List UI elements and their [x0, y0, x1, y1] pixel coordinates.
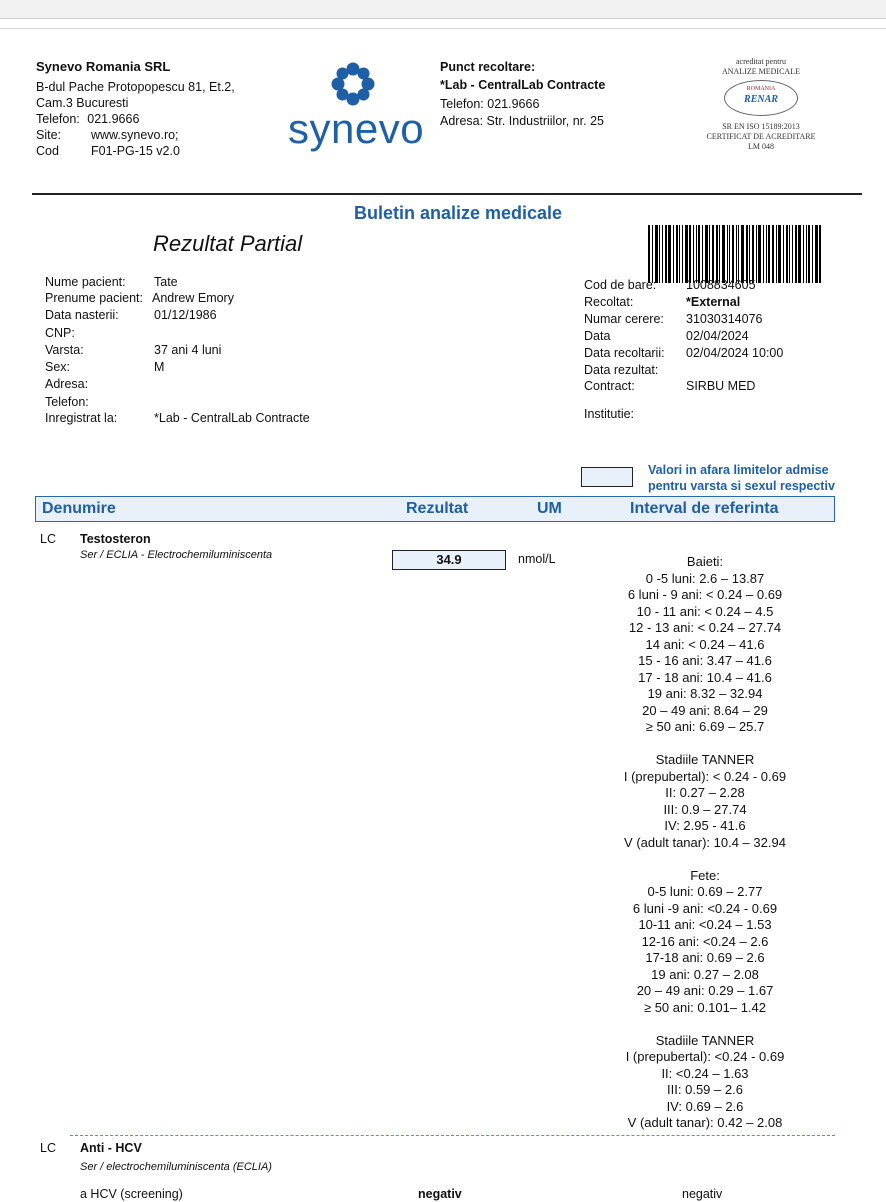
- request-field-value: *External: [686, 295, 741, 309]
- barcode-bar: [786, 225, 788, 283]
- reference-line: IV: 2.95 - 41.6: [664, 818, 746, 833]
- previous-page-edge: [0, 0, 886, 19]
- test-name: Testosteron: [80, 532, 151, 546]
- barcode-bar: [746, 225, 748, 283]
- reference-line: 15 - 16 ani: 3.47 – 41.6: [638, 653, 772, 668]
- barcode-bar: [712, 225, 714, 283]
- barcode-bar: [819, 225, 821, 283]
- barcode-bar: [763, 225, 764, 283]
- test-sub-name: a HCV (screening): [80, 1187, 183, 1201]
- legend-line2: pentru varsta si sexul respectiv: [648, 479, 835, 493]
- barcode-bar: [736, 225, 737, 283]
- reference-line: V (adult tanar): 10.4 – 32.94: [624, 834, 786, 850]
- collection-point-title: Punct recoltare:: [440, 60, 536, 74]
- test-method: Ser / electrochemiluminiscenta (ECLIA): [80, 1161, 272, 1173]
- row-separator: [70, 1135, 835, 1136]
- barcode-bar: [716, 225, 718, 283]
- barcode-bar: [659, 225, 660, 283]
- accreditation-number: LM 048: [748, 142, 774, 151]
- request-field-label: Numar cerere:: [584, 312, 664, 326]
- reference-line: ≥ 50 ani: 0.101– 1.42: [643, 999, 767, 1015]
- request-field-label: Contract:: [584, 379, 635, 393]
- barcode-bar: [673, 225, 674, 283]
- patient-field-label: CNP:: [45, 326, 75, 340]
- company-code-label: Cod: [36, 144, 59, 158]
- reference-line: 12 - 13 ani: < 0.24 – 27.74: [628, 620, 782, 635]
- patient-field-label: Adresa:: [45, 377, 89, 391]
- document-subtitle: Rezultat Partial: [153, 231, 303, 256]
- reference-line: 10-11 ani: <0.24 – 1.53: [638, 917, 772, 932]
- barcode-bar: [662, 225, 663, 283]
- synevo-wordmark: synevo: [288, 105, 425, 152]
- barcode-bar: [693, 225, 694, 283]
- barcode-bar: [732, 225, 734, 283]
- accreditation-standard: SR EN ISO 15189:2013: [722, 122, 800, 131]
- barcode-bar: [689, 225, 691, 283]
- barcode-bar: [776, 225, 777, 283]
- barcode-bar: [696, 225, 697, 283]
- reference-line: Stadiile TANNER: [655, 752, 755, 767]
- column-header-reference: Interval de referinta: [630, 500, 779, 517]
- accreditation-line1: acreditat pentru: [736, 57, 786, 66]
- barcode-bar: [738, 225, 739, 283]
- barcode-bar: [758, 225, 761, 283]
- patient-field-label: Telefon:: [45, 395, 89, 409]
- reference-line: 6 luni - 9 ani: < 0.24 – 0.69: [627, 587, 783, 602]
- barcode-bar: [768, 225, 770, 283]
- request-field-label: Data: [584, 329, 611, 343]
- legend-line1: Valori in afara limitelor admise: [648, 463, 829, 477]
- header-divider: [32, 193, 862, 195]
- company-phone: 021.9666: [87, 112, 140, 126]
- renar-seal-word: RENAR: [744, 94, 778, 105]
- reference-line: V (adult tanar): 0.42 – 2.08: [627, 1115, 783, 1130]
- renar-accreditation: [696, 57, 826, 169]
- barcode-bar: [727, 225, 728, 283]
- collection-point-phone: Telefon: 021.9666: [440, 97, 540, 111]
- barcode-bar: [783, 225, 784, 283]
- reference-line: 14 ani: < 0.24 – 41.6: [645, 636, 765, 652]
- test-prefix: LC: [40, 532, 56, 546]
- patient-field-label: Data nasterii:: [45, 308, 119, 322]
- request-field-label: Recoltat:: [584, 295, 634, 309]
- out-of-range-legend-swatch: [581, 467, 633, 487]
- test-unit: nmol/L: [518, 552, 556, 566]
- barcode-bar: [803, 225, 804, 283]
- barcode-bar: [778, 225, 781, 283]
- company-site-label: Site:: [36, 128, 62, 142]
- barcode-bar: [648, 225, 650, 283]
- test-prefix: LC: [40, 1141, 56, 1155]
- request-field-value: SIRBU MED: [686, 379, 756, 393]
- barcode-bar: [815, 225, 818, 283]
- reference-line: 17-18 ani: 0.69 – 2.6: [645, 950, 765, 965]
- reference-line: 6 luni -9 ani: <0.24 - 0.69: [632, 900, 778, 916]
- barcode-bar: [719, 225, 720, 283]
- reference-line: Fete:: [690, 867, 720, 883]
- synevo-logo: [288, 61, 424, 157]
- patient-field-value: *Lab - CentralLab Contracte: [154, 411, 310, 425]
- reference-line: 20 – 49 ani: 8.64 – 29: [642, 702, 768, 718]
- reference-line: 17 - 18 ani: 10.4 – 41.6: [638, 669, 772, 685]
- reference-line: Baieti:: [686, 554, 724, 569]
- company-phone-label: Telefon:: [36, 112, 80, 126]
- barcode-bar: [752, 225, 754, 283]
- reference-line: 0-5 luni: 0.69 – 2.77: [647, 884, 763, 899]
- accreditation-certificate: CERTIFICAT DE ACREDITARE: [706, 132, 816, 141]
- company-address-line1: B-dul Pache Protopopescu 81, Et.2,: [36, 80, 235, 94]
- barcode-bar: [722, 225, 725, 283]
- accreditation-line2: ANALIZE MEDICALE: [722, 67, 800, 76]
- test-result-value: negativ: [418, 1187, 462, 1201]
- request-field-label: Data rezultat:: [584, 363, 659, 377]
- barcode-bar: [652, 225, 653, 283]
- patient-field-value: 37 ani 4 luni: [154, 343, 222, 357]
- patient-field-value: 01/12/1986: [154, 308, 217, 322]
- reference-line: 20 – 49 ani: 0.29 – 1.67: [636, 983, 774, 998]
- barcode-bar: [795, 225, 797, 283]
- test-reference-value: negativ: [682, 1187, 723, 1201]
- barcode-bar: [806, 225, 807, 283]
- barcode-bar: [655, 225, 658, 283]
- barcode-bar: [741, 225, 744, 283]
- column-header-unit: UM: [537, 500, 562, 517]
- barcode-bar: [798, 225, 801, 283]
- patient-field-label: Sex:: [45, 360, 71, 374]
- barcode-bar: [702, 225, 703, 283]
- barcode-bar: [729, 225, 730, 283]
- barcode-bar: [772, 225, 774, 283]
- barcode-bar: [812, 225, 813, 283]
- reference-line: 12-16 ani: <0.24 – 2.6: [641, 933, 769, 949]
- barcode-bar: [682, 225, 683, 283]
- reference-line: II: 0.27 – 2.28: [665, 785, 745, 800]
- results-table-header: [35, 496, 835, 522]
- company-address-line2: Cam.3 Bucuresti: [36, 96, 129, 110]
- test-result-value: 34.9: [392, 550, 506, 570]
- test-name: Anti - HCV: [80, 1141, 142, 1155]
- patient-field-label: Varsta:: [45, 343, 84, 357]
- patient-field-label: Nume pacient:: [45, 275, 126, 289]
- barcode-image: [648, 225, 858, 283]
- company-site-link[interactable]: www.synevo.ro;: [91, 128, 179, 142]
- barcode-bar: [709, 225, 710, 283]
- request-field-value: 02/04/2024 10:00: [686, 346, 784, 360]
- barcode-bar: [808, 225, 810, 283]
- request-field-value: 31030314076: [686, 312, 763, 326]
- reference-line: II: <0.24 – 1.63: [661, 1065, 749, 1081]
- document-title: Buletin analize medicale: [353, 203, 563, 223]
- barcode-bar: [756, 225, 757, 283]
- barcode-bar: [749, 225, 750, 283]
- column-header-result: Rezultat: [406, 500, 469, 517]
- reference-line: 0 -5 luni: 2.6 – 13.87: [645, 570, 765, 586]
- barcode-bar: [792, 225, 793, 283]
- renar-seal-arc: ROMANIA: [746, 86, 776, 92]
- reference-line: 19 ani: 8.32 – 32.94: [647, 686, 763, 701]
- reference-line: 10 - 11 ani: < 0.24 – 4.5: [636, 603, 774, 619]
- synevo-flower-icon: [330, 61, 376, 107]
- request-field-value: 1008834605: [686, 278, 756, 292]
- reference-line: III: 0.9 – 27.74: [663, 801, 747, 817]
- patient-field-label: Inregistrat la:: [45, 411, 118, 425]
- barcode-bar: [676, 225, 678, 283]
- barcode-bar: [705, 225, 708, 283]
- barcode-bar: [789, 225, 790, 283]
- barcode-bar: [668, 225, 671, 283]
- reference-line: I (prepubertal): < 0.24 - 0.69: [623, 768, 787, 784]
- lab-report-page: [0, 28, 886, 1201]
- barcode-bar: [665, 225, 667, 283]
- request-field-value: 02/04/2024: [686, 329, 749, 343]
- column-header-name: Denumire: [42, 500, 116, 517]
- patient-field-value: M: [154, 360, 165, 374]
- reference-line: I (prepubertal): <0.24 - 0.69: [625, 1049, 785, 1064]
- barcode-bar: [766, 225, 767, 283]
- collection-point-name: *Lab - CentralLab Contracte: [440, 78, 606, 92]
- patient-field-value: Tate: [154, 275, 178, 289]
- barcode-bar: [685, 225, 688, 283]
- request-field-label: Institutie:: [584, 407, 635, 421]
- company-code: F01-PG-15 v2.0: [91, 144, 180, 158]
- request-field-label: Cod de bare:: [584, 278, 657, 292]
- patient-field-label: Prenume pacient:: [45, 291, 143, 305]
- renar-seal-icon: [724, 80, 798, 116]
- request-field-label: Data recoltarii:: [584, 346, 665, 360]
- patient-field-value: Andrew Emory: [152, 291, 234, 305]
- reference-line: Stadiile TANNER: [655, 1032, 755, 1048]
- reference-line: 19 ani: 0.27 – 2.08: [651, 966, 759, 982]
- reference-line: III: 0.59 – 2.6: [667, 1082, 743, 1097]
- company-name: Synevo Romania SRL: [36, 59, 171, 74]
- reference-line: ≥ 50 ani: 6.69 – 25.7: [645, 719, 765, 734]
- test-method: Ser / ECLIA - Electrochemiluminiscenta: [80, 549, 273, 561]
- collection-point-address: Adresa: Str. Industriilor, nr. 25: [440, 114, 604, 128]
- barcode-bar: [679, 225, 680, 283]
- barcode-bar: [698, 225, 700, 283]
- reference-line: IV: 0.69 – 2.6: [666, 1098, 744, 1114]
